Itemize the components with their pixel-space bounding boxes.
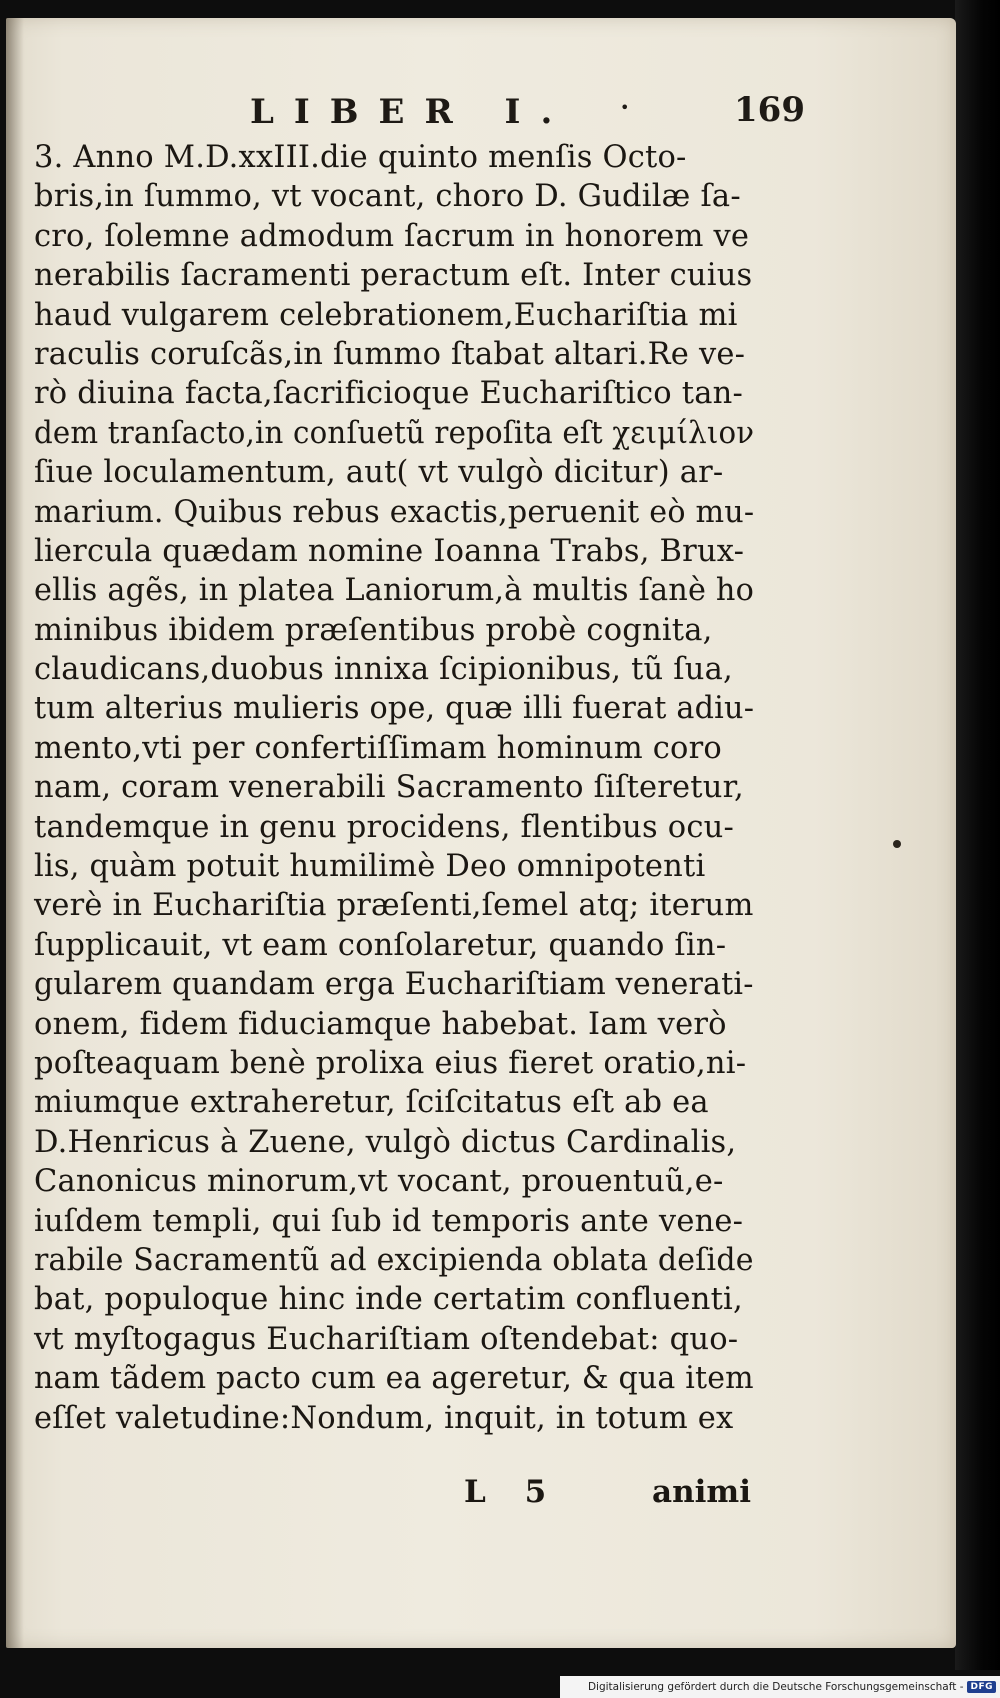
text-line: ſiue loculamentum, aut( vt vulgò dicitur) ar- (34, 455, 724, 491)
text-line: bris,in ſummo, vt vocant, choro D. Gudilæ ſa- (34, 179, 741, 215)
text-line: poſteaquam benè prolixa eius fieret oratio,ni- (34, 1045, 747, 1081)
text-line: liercula quædam nomine Ioanna Trabs, Brux- (34, 533, 745, 569)
text-line: gularem quandam erga Euchariſtiam venerati- (34, 967, 754, 1003)
text-line: vt myſtogagus Euchariſtiam oſtendebat: quo- (34, 1321, 739, 1357)
text-line: ſupplicauit, vt eam conſolaretur, quando ſin- (34, 927, 727, 963)
text-line: claudicans,duobus innixa ſcipionibus, tũ ſua, (34, 652, 733, 688)
text-line: 3. Anno M.D.xxIII.die quinto menſis Octo- (34, 140, 687, 175)
text-line: eſſet valetudine:Nondum, inquit, in totum ex (34, 1400, 734, 1436)
text-line: minibus ibidem præſentibus probè cognita, (34, 612, 713, 648)
credit-text: Digitalisierung gefördert durch die Deutsche Forschungsgemeinschaft - (587, 1681, 964, 1693)
text-line: rò diuina facta,ſacrificioque Euchariſtico tan- (34, 376, 743, 412)
body-text (34, 138, 754, 1438)
text-line: dem tranſacto,in conſuetũ repoſita eſt χειμίλιον (34, 415, 755, 451)
text-line: rabile Sacramentũ ad excipienda oblata deſide (34, 1242, 754, 1278)
dfg-logo: DFG (967, 1681, 996, 1693)
page-header (40, 92, 920, 140)
book-edge-shadow (955, 0, 1000, 1670)
text-line: haud vulgarem celebrationem,Euchariſtia mi (34, 297, 738, 333)
text-line: nam tãdem pacto cum ea ageretur, & qua item (34, 1361, 754, 1397)
text-line: verè in Euchariſtia præſenti,ſemel atq; iterum (34, 888, 754, 924)
text-line: mento,vti per confertiſſimam hominum coro (34, 730, 722, 766)
text-line: ellis agẽs, in platea Laniorum,à multis ſanè ho (34, 573, 755, 609)
text-line: Canonicus minorum,vt vocant, prouentuũ,e- (34, 1164, 724, 1200)
running-head: LIBER I. (250, 92, 573, 132)
digitization-credit (560, 1676, 1000, 1698)
text-line: cro, ſolemne admodum ſacrum in honorem ve (34, 218, 750, 254)
text-line: nerabilis ſacramenti peractum eſt. Inter cuius (34, 258, 753, 294)
text-line: raculis coruſcãs,in ſummo ſtabat altari.Re ve- (34, 336, 746, 372)
gutter-shadow (6, 18, 24, 1648)
text-line: lis, quàm potuit humilimè Deo omnipotenti (34, 849, 706, 885)
text-line: miumque extraheretur, ſciſcitatus eſt ab ea (34, 1085, 709, 1121)
text-line: tandemque in genu procidens, flentibus ocu- (34, 809, 734, 845)
ornament-icon: • (620, 98, 630, 117)
page-number: 169 (734, 90, 805, 130)
text-line: nam, coram venerabili Sacramento ſiſteretur, (34, 770, 744, 806)
ink-speck (893, 840, 901, 848)
text-line: D.Henricus à Zuene, vulgò dictus Cardinalis, (34, 1124, 737, 1160)
page-footer (40, 1474, 920, 1518)
catchword: animi (652, 1474, 751, 1510)
text-line: iuſdem templi, qui ſub id temporis ante vene- (34, 1203, 744, 1239)
signature-mark: L 5 (464, 1474, 561, 1510)
text-line: onem, fidem fiduciamque habebat. Iam verò (34, 1006, 727, 1042)
text-line: tum alterius mulieris ope, quæ illi fuerat adiu- (34, 691, 755, 727)
text-line: bat, populoque hinc inde certatim confluenti, (34, 1282, 743, 1318)
text-line: marium. Quibus rebus exactis,peruenit eò mu- (34, 494, 755, 530)
